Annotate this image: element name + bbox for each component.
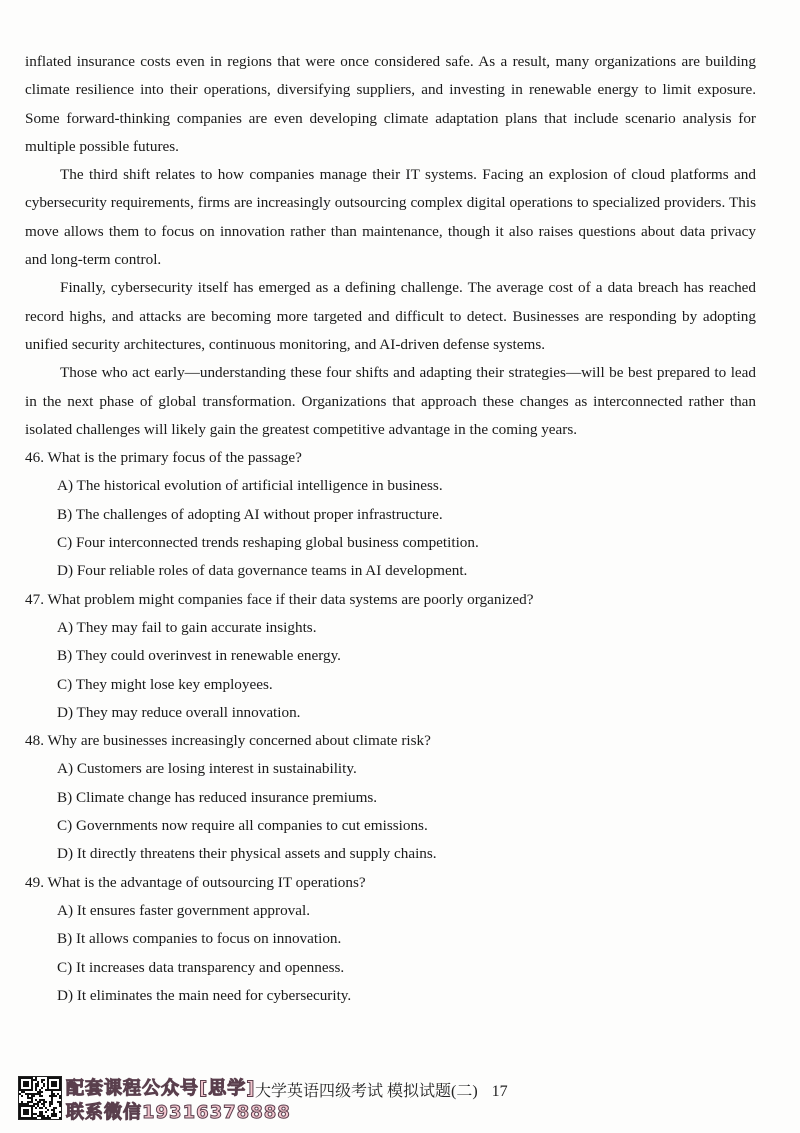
answer-option[interactable]: A) The historical evolution of artificial intelligence in business. xyxy=(57,477,443,495)
answer-option[interactable]: B) It allows companies to focus on innovation. xyxy=(57,930,342,948)
answer-option[interactable]: A) They may fail to gain accurate insights. xyxy=(57,618,317,636)
answer-option[interactable]: A) Customers are losing interest in sustainability. xyxy=(57,760,357,778)
question-stem: 48. Why are businesses increasingly concerned about climate risk? xyxy=(25,732,431,750)
answer-option[interactable]: B) Climate change has reduced insurance premiums. xyxy=(57,788,378,806)
question-block xyxy=(25,727,756,868)
answer-option[interactable]: C) Four interconnected trends reshaping global business competition. xyxy=(57,534,479,552)
answer-option[interactable]: D) Four reliable roles of data governance teams in AI development. xyxy=(57,562,468,580)
answer-option[interactable]: C) It increases data transparency and openness. xyxy=(57,958,345,976)
passage-paragraph: inflated insurance costs even in regions that were once considered safe. As a result, many organizations are building climate resilience into their operations, diversifying suppliers, and investing in renewable energy to limit exposure. Some forward-thinking companies are even developing climate adaptation plans that include scenario analysis for multiple possible futures. xyxy=(25,53,756,155)
answer-option[interactable]: C) Governments now require all companies to cut emissions. xyxy=(57,817,428,835)
answer-option[interactable]: B) They could overinvest in renewable energy. xyxy=(57,647,341,665)
promo-wechat-text: 联系微信19316378888 xyxy=(66,1102,291,1123)
question-list xyxy=(25,444,756,1010)
exam-title: 大学英语四级考试 模拟试题(二) xyxy=(255,1083,478,1100)
promo-account-text: 配套课程公众号[思学] xyxy=(66,1078,256,1099)
answer-option[interactable]: C) They might lose key employees. xyxy=(57,675,273,693)
exam-title-footer xyxy=(255,1078,508,1101)
passage-paragraph: Finally, cybersecurity itself has emerged as a defining challenge. The average cost of a data breach has reached record highs, and attacks are becoming more targeted and difficult to detect. Businesses are responding by adopting unified security architectures, continuous monitoring, and AI-driven defense systems. xyxy=(25,279,756,353)
question-block xyxy=(25,586,756,727)
reading-passage-section xyxy=(25,48,756,1010)
answer-option[interactable]: D) It eliminates the main need for cybersecurity. xyxy=(57,986,352,1004)
page-footer xyxy=(0,1068,800,1128)
question-stem: 49. What is the advantage of outsourcing IT operations? xyxy=(25,873,366,891)
question-stem: 47. What problem might companies face if their data systems are poorly organized? xyxy=(25,590,534,608)
answer-option[interactable]: B) The challenges of adopting AI without proper infrastructure. xyxy=(57,505,443,523)
answer-option[interactable]: A) It ensures faster government approval. xyxy=(57,901,311,919)
passage-paragraph: Those who act early—understanding these four shifts and adapting their strategies—will be best prepared to lead in the next phase of global transformation. Organizations that approach these changes as interconnected rather than isolated challenges will likely gain the greatest competitive advantage in the coming years. xyxy=(25,364,756,438)
question-block xyxy=(25,444,756,585)
passage-body xyxy=(25,48,756,444)
question-stem: 46. What is the primary focus of the passage? xyxy=(25,449,302,467)
answer-option[interactable]: D) It directly threatens their physical assets and supply chains. xyxy=(57,845,437,863)
answer-option[interactable]: D) They may reduce overall innovation. xyxy=(57,703,301,721)
qr-code-icon[interactable] xyxy=(18,1076,62,1120)
passage-paragraph: The third shift relates to how companies manage their IT systems. Facing an explosion of cloud platforms and cybersecurity requirements, firms are increasingly outsourcing complex digital operations to specialized providers. This move allows them to focus on innovation rather than maintenance, though it also raises questions about data privacy and long-term control. xyxy=(25,166,756,269)
question-block xyxy=(25,869,756,1010)
page-number: 17 xyxy=(491,1083,508,1100)
